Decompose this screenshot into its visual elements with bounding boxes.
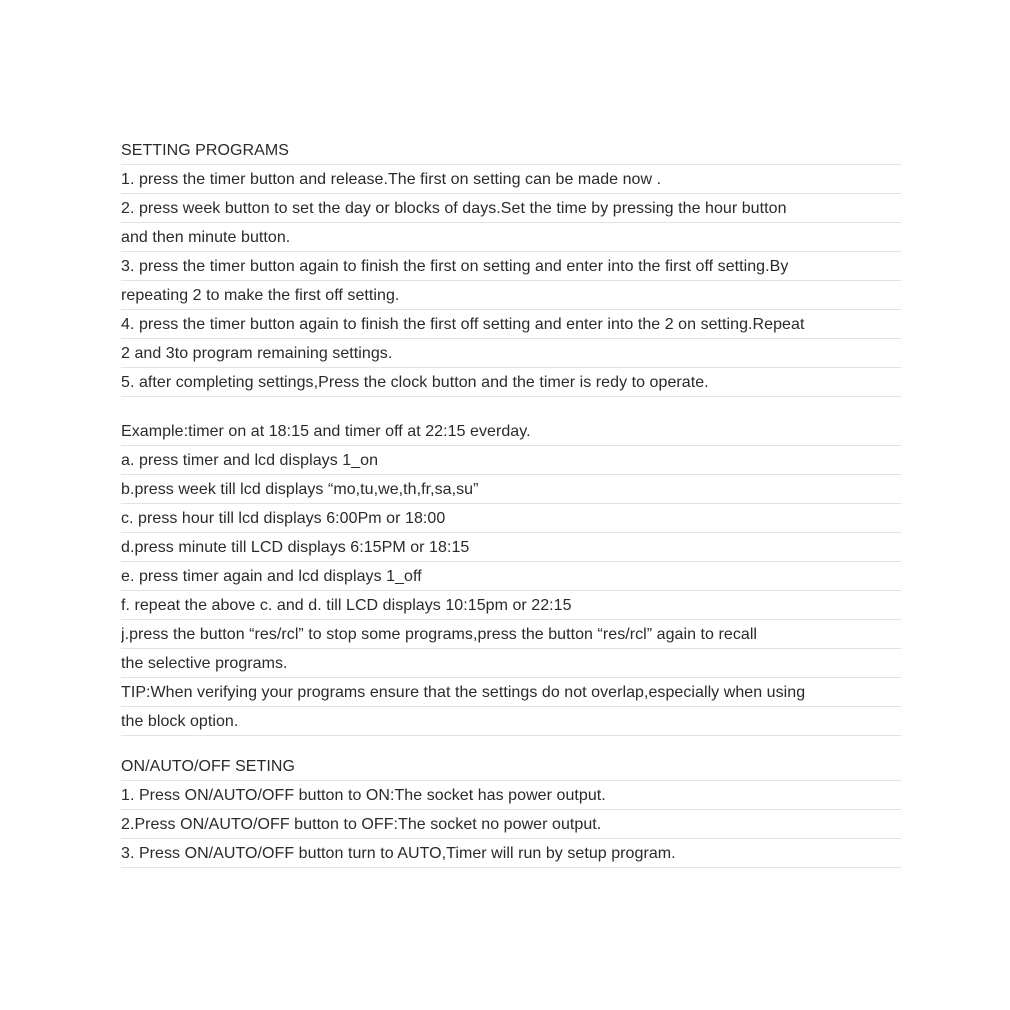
example-line: d.press minute till LCD displays 6:15PM or 18:15 bbox=[121, 533, 901, 562]
example-line: TIP:When verifying your programs ensure that the settings do not overlap,especially when using bbox=[121, 678, 901, 707]
setting-programs-section bbox=[121, 136, 901, 397]
example-line: a. press timer and lcd displays 1_on bbox=[121, 446, 901, 475]
example-section bbox=[121, 417, 901, 736]
instruction-line: 2 and 3to program remaining settings. bbox=[121, 339, 901, 368]
section-heading: SETTING PROGRAMS bbox=[121, 136, 901, 165]
instruction-line: 3. press the timer button again to finish the first on setting and enter into the first off setting.By bbox=[121, 252, 901, 281]
instruction-line: and then minute button. bbox=[121, 223, 901, 252]
example-line: b.press week till lcd displays “mo,tu,we,th,fr,sa,su” bbox=[121, 475, 901, 504]
instruction-line: 5. after completing settings,Press the clock button and the timer is redy to operate. bbox=[121, 368, 901, 397]
setting-line: 3. Press ON/AUTO/OFF button turn to AUTO,Timer will run by setup program. bbox=[121, 839, 901, 868]
setting-line: 1. Press ON/AUTO/OFF button to ON:The socket has power output. bbox=[121, 781, 901, 810]
example-line: f. repeat the above c. and d. till LCD displays 10:15pm or 22:15 bbox=[121, 591, 901, 620]
section-heading: Example:timer on at 18:15 and timer off at 22:15 everday. bbox=[121, 417, 901, 446]
example-line: c. press hour till lcd displays 6:00Pm or 18:00 bbox=[121, 504, 901, 533]
example-line: the selective programs. bbox=[121, 649, 901, 678]
instruction-line: repeating 2 to make the first off setting. bbox=[121, 281, 901, 310]
instruction-line: 2. press week button to set the day or blocks of days.Set the time by pressing the hour button bbox=[121, 194, 901, 223]
instruction-line: 4. press the timer button again to finish the first off setting and enter into the 2 on setting.Repeat bbox=[121, 310, 901, 339]
example-line: j.press the button “res/rcl” to stop some programs,press the button “res/rcl” again to recall bbox=[121, 620, 901, 649]
setting-line: 2.Press ON/AUTO/OFF button to OFF:The socket no power output. bbox=[121, 810, 901, 839]
on-auto-off-section bbox=[121, 752, 901, 868]
instruction-line: 1. press the timer button and release.The first on setting can be made now . bbox=[121, 165, 901, 194]
section-heading: ON/AUTO/OFF SETING bbox=[121, 752, 901, 781]
example-line: the block option. bbox=[121, 707, 901, 736]
example-line: e. press timer again and lcd displays 1_off bbox=[121, 562, 901, 591]
